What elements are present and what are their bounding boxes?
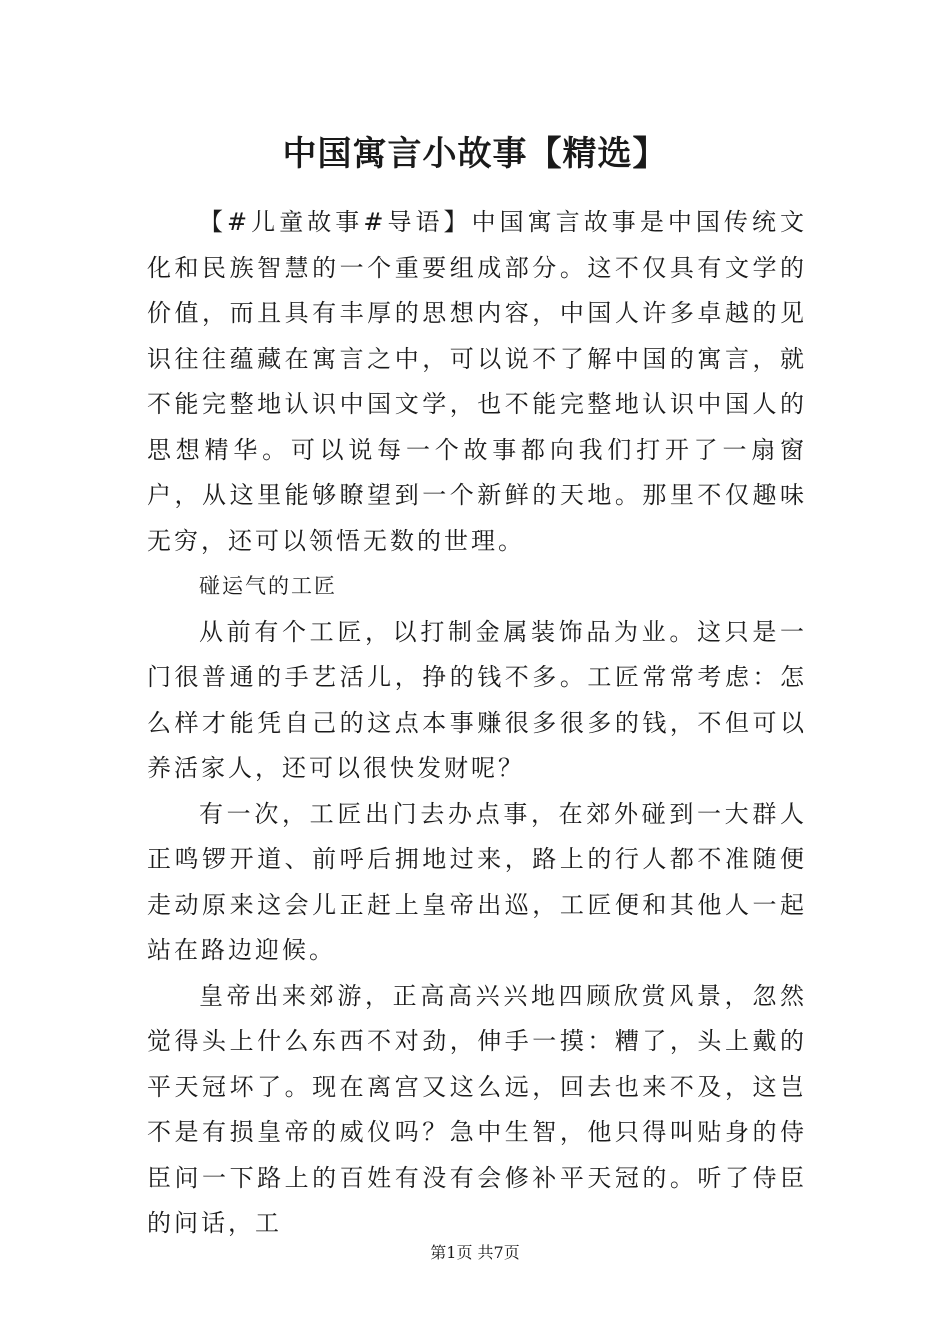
body-paragraph: 皇帝出来郊游，正高高兴兴地四顾欣赏风景，忽然觉得头上什么东西不对劲，伸手一摸：糟了，头上戴的平天冠坏了。现在离宫又这么远，回去也来不及，这岂不是有损皇帝的威仪吗？急中生智，他只得叫贴身的侍臣问一下路上的百姓有没有会修补平天冠的。听了侍臣的问话，工 (147, 981, 807, 1237)
body-paragraph: 有一次，工匠出门去办点事，在郊外碰到一大群人正鸣锣开道、前呼后拥地过来，路上的行人都不准随便走动原来这会儿正赶上皇帝出巡，工匠便和其他人一起站在路边迎候。 (147, 799, 807, 964)
story-heading: 碰运气的工匠 (199, 574, 337, 598)
page-footer: 第1页 共7页 (430, 1243, 520, 1262)
intro-paragraph: 【#儿童故事#导语】中国寓言故事是中国传统文化和民族智慧的一个重要组成部分。这不仅具有文学的价值，而且具有丰厚的思想内容，中国人许多卓越的见识往往蕴藏在寓言之中，可以说不了解中国的寓言，就不能完整地认识中国文学，也不能完整地认识中国人的思想精华。可以说每一个故事都向我们打开了一扇窗户，从这里能够瞭望到一个新鲜的天地。那里不仅趣味无穷，还可以领悟无数的世理。 (147, 208, 807, 555)
document-title: 中国寓言小故事【精选】 (282, 134, 668, 174)
body-paragraph: 从前有个工匠，以打制金属装饰品为业。这只是一门很普通的手艺活儿，挣的钱不多。工匠常常考虑：怎么样才能凭自己的这点本事赚很多很多的钱，不但可以养活家人，还可以很快发财呢？ (147, 617, 807, 782)
document-body (147, 200, 807, 1247)
